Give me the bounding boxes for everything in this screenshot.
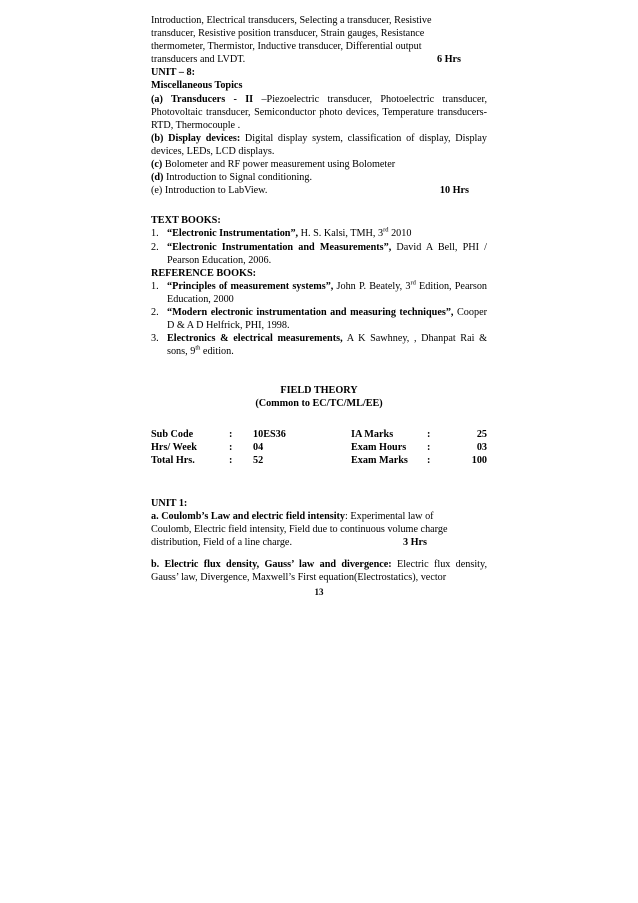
unit8-c-text: Bolometer and RF power measurement using Bolometer xyxy=(162,159,396,171)
unit8-item-d xyxy=(151,171,487,184)
book-details-end: Edition, Pearson Education, 2000 xyxy=(167,280,488,305)
table-row xyxy=(151,441,487,454)
table-cell: Total Hrs. xyxy=(151,454,195,466)
book-title: “Modern electronic instrumentation and measuring techniques”, xyxy=(167,306,454,318)
unit1-a-label: a. Coulomb’s Law and electric field intensity xyxy=(151,510,346,522)
course-info-table xyxy=(151,428,487,467)
table-cell: 04 xyxy=(253,441,264,453)
unit7-hours: 6 Hrs xyxy=(436,54,461,66)
page-content xyxy=(151,14,487,584)
reference-book-item xyxy=(151,280,487,306)
table-cell: : xyxy=(229,454,233,466)
reference-book-item xyxy=(151,306,487,332)
unit8-item-c xyxy=(151,158,487,171)
unit1-a-text: : Experimental law of xyxy=(345,510,434,522)
unit1-a-line3-row xyxy=(151,536,487,549)
unit8-a-text: –Piezoelectric transducer, Photoelectric transducer, Photovoltaic transducer, Semiconductor photo devices, Temperature transducers-RTD, Thermocouple . xyxy=(151,93,488,131)
superscript: rd xyxy=(410,279,416,287)
unit8-d-text: Introduction to Signal conditioning. xyxy=(163,172,313,184)
superscript: th xyxy=(195,344,201,352)
table-cell: Sub Code xyxy=(151,428,194,440)
unit8-d-label: (d) xyxy=(151,172,164,184)
table-cell: Hrs/ Week xyxy=(151,441,197,453)
book-details: A K Sawhney, , Dhanpat Rai & sons, 9 xyxy=(167,333,488,358)
list-number: 2. xyxy=(151,306,159,318)
list-number: 1. xyxy=(151,228,159,240)
book-title: Electronics & electrical measurements, xyxy=(167,333,343,345)
table-row xyxy=(151,428,487,441)
book-details: Cooper D & A D Helfrick, PHI, 1998. xyxy=(167,306,487,332)
page-number: 13 xyxy=(314,587,324,597)
unit1-heading: UNIT 1: xyxy=(151,497,188,509)
list-number: 3. xyxy=(151,333,159,345)
table-cell: 10ES36 xyxy=(253,428,286,440)
text-books-heading: TEXT BOOKS: xyxy=(151,215,221,227)
list-number: 2. xyxy=(151,241,159,253)
unit8-subheading: Miscellaneous Topics xyxy=(151,80,243,92)
text-book-item xyxy=(151,227,487,240)
reference-books-heading: REFERENCE BOOKS: xyxy=(151,267,257,279)
unit7-line4: transducers and LVDT. xyxy=(151,54,246,66)
table-cell: 25 xyxy=(476,428,487,440)
unit7-line2: transducer, Resistive position transducer, Strain gauges, Resistance xyxy=(151,28,425,40)
unit8-e-text: (e) Introduction to LabView. xyxy=(151,185,268,197)
table-cell: Exam Hours xyxy=(351,441,407,453)
unit1-a-hours: 3 Hrs xyxy=(402,537,427,549)
unit8-a-label: (a) Transducers - II xyxy=(151,93,254,105)
unit1-a-line3: distribution, Field of a line charge. xyxy=(151,537,292,549)
book-title: “Electronic Instrumentation and Measurements”, xyxy=(167,241,392,253)
unit1-a-line2: Coulomb, Electric field intensity, Field due to continuous volume charge xyxy=(151,524,448,535)
unit7-line3: thermometer, Thermistor, Inductive transducer, Differential output xyxy=(151,41,422,53)
text-book-item xyxy=(151,241,487,267)
unit8-item-e-row xyxy=(151,184,487,197)
table-cell: Exam Marks xyxy=(351,454,408,466)
unit8-c-label: (c) xyxy=(151,159,163,171)
list-number: 1. xyxy=(151,280,159,292)
table-cell: 03 xyxy=(476,441,487,453)
field-theory-subtitle: (Common to EC/TC/ML/EE) xyxy=(255,398,383,410)
unit8-b-text: Digital display system, classification of display, Display devices, LEDs, LCD displays. xyxy=(151,132,487,157)
unit1-b-text: Electric flux density, Gauss’ law, Divergence, Maxwell’s First equation(Electrostatics), vector xyxy=(151,559,487,584)
book-details: H. S. Kalsi, TMH, 3 xyxy=(298,228,384,240)
table-cell: : xyxy=(427,454,431,466)
book-title: “Principles of measurement systems”, xyxy=(167,280,334,292)
table-cell: 52 xyxy=(253,454,264,466)
table-cell: 100 xyxy=(471,454,487,466)
book-details: John P. Beately, 3 xyxy=(333,280,411,292)
unit8-item-b xyxy=(151,132,487,158)
table-cell: : xyxy=(229,428,233,440)
superscript: rd xyxy=(383,227,389,235)
book-details: David A Bell, PHI / Pearson Education, 2006. xyxy=(167,241,487,266)
unit8-hours: 10 Hrs xyxy=(439,185,469,197)
table-cell: : xyxy=(427,428,431,440)
table-row xyxy=(151,454,487,467)
unit1-a-line1 xyxy=(151,510,487,523)
reference-book-item xyxy=(151,332,487,358)
table-cell: : xyxy=(427,441,431,453)
book-title: “Electronic Instrumentation”, xyxy=(167,228,299,240)
book-details-end: edition. xyxy=(200,346,234,358)
unit8-item-a xyxy=(151,93,487,132)
table-cell: : xyxy=(229,441,233,453)
unit8-heading: UNIT – 8: xyxy=(151,67,195,79)
unit8-b-label: (b) Display devices: xyxy=(151,132,241,144)
unit1-item-b xyxy=(151,558,487,584)
unit7-line4-row xyxy=(151,53,487,66)
field-theory-title: FIELD THEORY xyxy=(280,385,358,397)
table-cell: IA Marks xyxy=(351,428,394,440)
book-details-end: 2010 xyxy=(388,228,412,240)
unit7-line1: Introduction, Electrical transducers, Selecting a transducer, Resistive xyxy=(151,15,432,26)
unit1-b-label: b. Electric flux density, Gauss’ law and divergence: xyxy=(151,559,392,571)
